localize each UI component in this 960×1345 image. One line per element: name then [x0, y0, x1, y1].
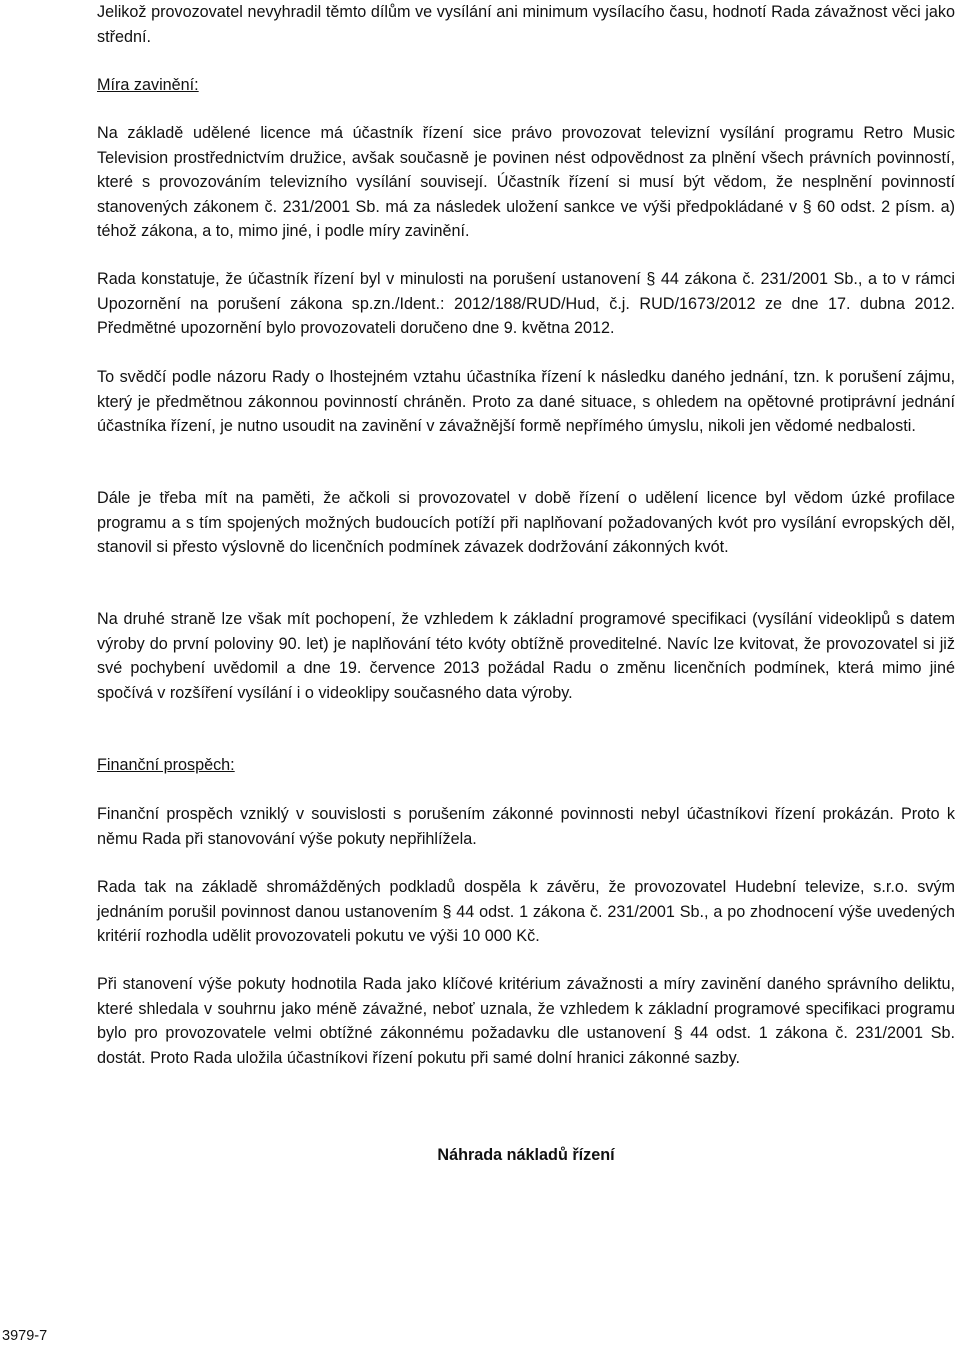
paragraph-text: Jelikož provozovatel nevyhradil těmto dílům ve vysílání ani minimum vysílacího času, hodnotí Rada závažnost věci jako střední.	[97, 3, 955, 46]
heading-financial-gain	[97, 753, 955, 778]
paragraph-text: Při stanovení výše pokuty hodnotila Rada jako klíčové kritérium závažnosti a míry zavinění daného správního deliktu, které shledala v souhrnu jako méně závažné, neboť uznala, že vzhledem k základní programové specifikaci programu bylo pro provozovatele velmi obtížné zákonnému požadavku dle ustanovení § 44 odst. 1 zákona č. 231/2001 Sb. dostát. Proto Rada uložila účastníkovi řízení pokutu při samé dolní hranici zákonné sazby.	[97, 975, 955, 1067]
paragraph-financial	[97, 802, 955, 851]
paragraph-penalty	[97, 972, 955, 1070]
section-heading: Finanční prospěch:	[97, 756, 235, 774]
paragraph-conclusion	[97, 875, 955, 949]
paragraph-text: Rada konstatuje, že účastník řízení byl v minulosti na porušení ustanovení § 44 zákona č. 231/2001 Sb., a to v rámci Upozornění na porušení zákona sp.zn./Ident.: 2012/188/RUD/Hud, č.j. RUD/1673/2012 ze dne 17. dubna 2012. Předmětné upozornění bylo provozovateli doručeno dne 9. května 2012.	[97, 270, 955, 337]
paragraph-text: Dále je třeba mít na paměti, že ačkoli si provozovatel v době řízení o udělení licence byl vědom úzké profilace programu a s tím spojených možných budoucích potíží při naplňovaní požadovaných kvót pro vysílání evropských děl, stanovil si přesto výslovně do licenčních podmínek závazek dodržování zákonných kvót.	[97, 489, 955, 556]
paragraph-text: Rada tak na základě shromážděných podkladů dospěla k závěru, že provozovatel Hudební televize, s.r.o. svým jednáním porušil povinnost danou ustanovením § 44 odst. 1 zákona č. 231/2001 Sb., a po zhodnocení výše uvedených kritérií rozhodla udělit provozovateli pokutu ve výši 10 000 Kč.	[97, 878, 955, 945]
section-heading: Míra zavinění:	[97, 76, 199, 94]
paragraph-text: Finanční prospěch vzniklý v souvislosti s porušením zákonné povinnosti nebyl účastníkovi řízení prokázán. Proto k němu Rada při stanovování výše pokuty nepřihlížela.	[97, 805, 955, 848]
paragraph-text: Na základě udělené licence má účastník řízení sice právo provozovat televizní vysílání programu Retro Music Television prostřednictvím družice, avšak současně je povinen nést odpovědnost za plnění všech právních povinností, které s provozováním televizního vysílání souvisejí. Účastník řízení si musí být vědom, že nesplnění povinností stanovených zákonem č. 231/2001 Sb. má za následek uložení sankce ve výši předpokládané v § 60 odst. 2 písm. a) téhož zákona, a to, mimo jiné, i podle míry zavinění.	[97, 124, 955, 240]
paragraph-severity	[97, 0, 955, 49]
section-title: Náhrada nákladů řízení	[437, 1146, 615, 1164]
heading-costs	[97, 1143, 955, 1168]
paragraph-profile	[97, 486, 955, 560]
paragraph-text: Na druhé straně lze však mít pochopení, že vzhledem k základní programové specifikaci (vysílání videoklipů s datem výroby do první poloviny 90. let) je naplňování této kvóty obtížně proveditelné. Navíc lze kvitovat, že provozovatel si již své pochybení uvědomil a dne 19. července 2013 požádal Radu o změnu licenčních podmínek, která mimo jiné spočívá v rozšíření vysílání i o videoklipy současného data výroby.	[97, 610, 955, 702]
paragraph-license	[97, 121, 955, 244]
paragraph-text: To svědčí podle názoru Rady o lhostejném vztahu účastníka řízení k následku daného jednání, tzn. k porušení zájmu, který je předmětnou zákonnou povinností chráněn. Proto za dané situace, s ohledem na opětovné protiprávní jednání účastníka řízení, je nutno usoudit na zavinění v závažnější formě nepřímého úmyslu, nikoli jen vědomé nedbalosti.	[97, 368, 955, 435]
heading-fault-degree	[97, 73, 955, 98]
paragraph-indifference	[97, 365, 955, 439]
paragraph-warning	[97, 267, 955, 341]
paragraph-understanding	[97, 607, 955, 705]
page-footer-code: 3979-7	[2, 1328, 48, 1344]
